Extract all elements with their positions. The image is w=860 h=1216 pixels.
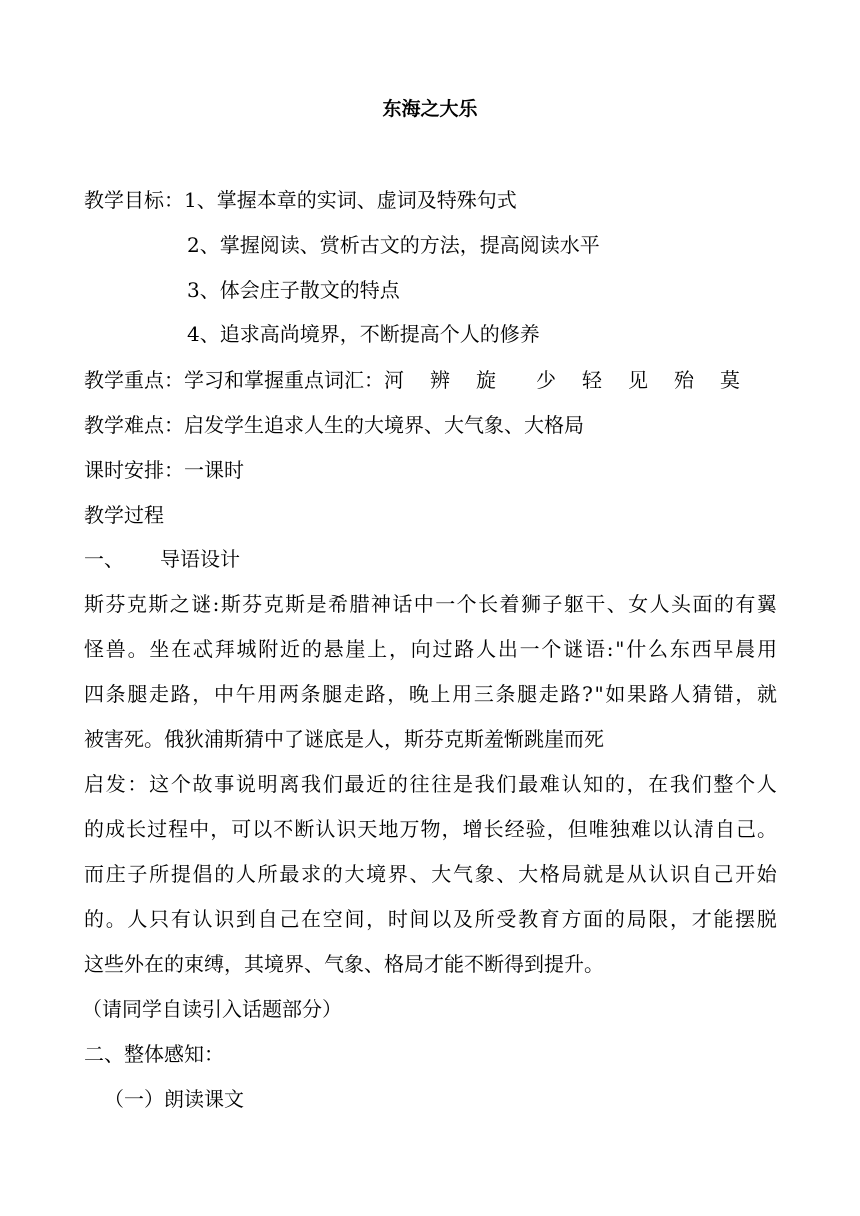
paragraph-line: 的 成 长 过 程 中 ， 可 以 不 断 认 识 天 地 万 物 ， 增 长 经 验 ， 但 唯 独 难 以 认 清 自 己 。 <box>84 817 777 841</box>
section-1-heading <box>84 545 240 573</box>
section-1-title: 导语设计 <box>160 547 240 571</box>
difficulty-row <box>84 411 584 439</box>
key-points-text: 学习和掌握重点词汇： <box>184 368 384 392</box>
objective-item: 2、掌握阅读、赏析古文的方法，提高阅读水平 <box>187 233 600 257</box>
objectives-label: 教学目标： <box>84 188 184 212</box>
keyword: 莫 <box>720 368 740 392</box>
objective-item: 4、追求高尚境界，不断提高个人的修养 <box>187 322 540 346</box>
difficulty-label: 教学难点： <box>84 413 184 437</box>
paragraph-line: 启 发 ： 这 个 故 事 说 明 离 我 们 最 近 的 往 往 是 我 们 最 难 认 知 的 ， 在 我 们 整 个 人 <box>84 772 777 796</box>
paragraph-line: 四 条 腿 走 路 ， 中 午 用 两 条 腿 走 路 ， 晚 上 用 三 条 腿 走 路 ? " 如 果 路 人 猜 错 ， 就 <box>84 682 777 706</box>
document-title: 东海之大乐 <box>382 98 478 120</box>
schedule-label: 课时安排： <box>84 458 184 482</box>
keyword: 少 <box>536 368 556 392</box>
paragraph-line: 怪 兽 。 坐 在 忒 拜 城 附 近 的 悬 崖 上 ， 向 过 路 人 出 一 个 谜 语 : " 什 么 东 西 早 晨 用 <box>84 637 777 661</box>
keyword: 轻 <box>582 368 602 392</box>
paragraph-line: 而 庄 子 所 提 倡 的 人 所 最 求 的 大 境 界 、 大 气 象 、 大 格 局 就 是 从 认 识 自 己 开 始 <box>84 862 777 886</box>
keyword: 旋 <box>476 368 496 392</box>
subsection-heading: （一）朗读课文 <box>104 1087 244 1111</box>
schedule-text: 一课时 <box>184 458 244 482</box>
section-2-heading: 二、整体感知： <box>84 1042 224 1066</box>
difficulty-text: 启发学生追求人生的大境界、大气象、大格局 <box>184 413 584 437</box>
key-points-label: 教学重点： <box>84 368 184 392</box>
process-heading: 教学过程 <box>84 503 164 527</box>
paragraph-line: 这些外在的束缚，其境界、气象、格局才能不断得到提升。 <box>84 952 604 976</box>
reading-note: （请同学自读引入话题部分） <box>82 997 342 1021</box>
objectives-row-1 <box>84 186 517 214</box>
paragraph-line: 斯 芬 克 斯 之 谜 : 斯 芬 克 斯 是 希 腊 神 话 中 一 个 长 着 狮 子 躯 干 、 女 人 头 面 的 有 翼 <box>84 592 777 616</box>
section-1-number: 一、 <box>84 547 124 571</box>
keyword: 见 <box>628 368 648 392</box>
keyword: 殆 <box>674 368 694 392</box>
paragraph-line: 的 。 人 只 有 认 识 到 自 己 在 空 间 ， 时 间 以 及 所 受 教 育 方 面 的 局 限 ， 才 能 摆 脱 <box>84 907 777 931</box>
objective-item: 1、掌握本章的实词、虚词及特殊句式 <box>184 188 517 212</box>
keyword: 辨 <box>430 368 450 392</box>
keyword: 河 <box>384 368 404 392</box>
paragraph-line: 被害死。俄狄浦斯猜中了谜底是人，斯芬克斯羞惭跳崖而死 <box>84 727 604 751</box>
key-points-row <box>84 366 740 394</box>
objective-item: 3、体会庄子散文的特点 <box>187 278 400 302</box>
schedule-row <box>84 456 244 484</box>
